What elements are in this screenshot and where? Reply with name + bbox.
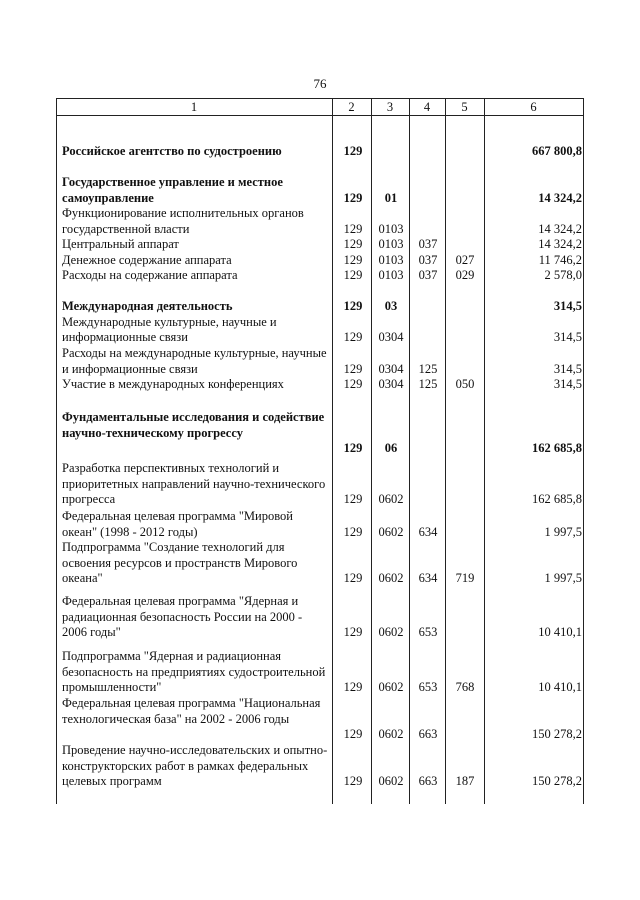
row-description: Международная деятельность <box>62 299 233 313</box>
row-description: Российское агентство по судостроению <box>62 144 282 158</box>
row-description: Проведение научно-исследовательских и опытно-конструкторских работ в рамках федеральных целевых программ <box>62 743 328 788</box>
row-code-2: 129 <box>343 524 363 539</box>
row-description: Федеральная целевая программа "Мировой океан" (1998 - 2012 годы) <box>62 509 293 539</box>
row-code-5: 050 <box>455 377 475 391</box>
row-code-3: 0602 <box>378 774 404 788</box>
row-code-5: 187 <box>455 774 475 788</box>
row-amount: 11 746,2 <box>538 252 582 267</box>
row-code-4: 037 <box>418 237 438 251</box>
row-code-5: 719 <box>455 571 475 585</box>
row-description: Подпрограмма "Ядерная и радиационная безопасность на предприятиях судостроительной промышленности" <box>62 649 326 694</box>
row-code-2: 129 <box>343 221 363 236</box>
row-amount: 667 800,8 <box>532 144 582 158</box>
row-amount: 1 997,5 <box>544 571 582 585</box>
row-code-2: 129 <box>343 441 363 455</box>
row-description: Расходы на международные культурные, научные и информационные связи <box>62 346 327 376</box>
row-code-3: 01 <box>384 190 398 205</box>
row-amount: 2 578,0 <box>544 268 582 282</box>
row-code-3: 0304 <box>378 330 404 344</box>
row-amount: 314,5 <box>553 330 582 344</box>
row-code-2: 129 <box>343 299 363 313</box>
row-code-3: 0103 <box>378 237 404 251</box>
row-description: Подпрограмма "Создание технологий для освоения ресурсов и пространств Мирового океана" <box>62 540 298 585</box>
row-description: Денежное содержание аппарата <box>62 252 232 267</box>
row-code-2: 129 <box>343 727 363 741</box>
row-amount: 314,5 <box>553 377 582 391</box>
row-description: Функционирование исполнительных органов государственной власти <box>62 206 304 236</box>
row-amount: 162 685,8 <box>532 492 582 506</box>
row-code-4: 634 <box>418 524 438 539</box>
row-code-4: 653 <box>418 625 438 639</box>
header-cell-6: 6 <box>530 100 537 114</box>
column-border <box>445 98 446 804</box>
row-code-4: 663 <box>418 727 438 741</box>
row-code-3: 03 <box>384 299 398 313</box>
row-code-2: 129 <box>343 330 363 344</box>
row-code-2: 129 <box>343 268 363 282</box>
row-amount: 150 278,2 <box>532 774 582 788</box>
budget-table <box>56 98 584 804</box>
row-amount: 150 278,2 <box>532 727 582 741</box>
row-code-3: 0103 <box>378 252 404 267</box>
row-amount: 314,5 <box>553 361 582 376</box>
row-description: Расходы на содержание аппарата <box>62 268 238 282</box>
row-description: Участие в международных конференциях <box>62 377 284 391</box>
header-bottom-border <box>56 115 584 116</box>
row-code-2: 129 <box>343 252 363 267</box>
column-border <box>484 98 485 804</box>
row-code-2: 129 <box>343 144 363 158</box>
header-cell-3: 3 <box>386 100 394 114</box>
row-code-4: 037 <box>418 252 438 267</box>
row-amount: 10 410,1 <box>538 625 582 639</box>
row-amount: 314,5 <box>553 299 582 313</box>
column-border <box>56 98 57 804</box>
row-code-3: 0602 <box>378 571 404 585</box>
row-code-4: 125 <box>418 377 438 391</box>
row-amount: 14 324,2 <box>538 190 582 205</box>
row-code-2: 129 <box>343 774 363 788</box>
row-code-3: 0602 <box>378 680 404 694</box>
row-code-2: 129 <box>343 492 363 506</box>
row-code-5: 029 <box>455 268 475 282</box>
row-code-3: 0103 <box>378 268 404 282</box>
row-amount: 10 410,1 <box>538 680 582 694</box>
row-amount: 14 324,2 <box>538 221 582 236</box>
row-code-2: 129 <box>343 190 363 205</box>
header-cell-1: 1 <box>190 100 198 114</box>
row-code-2: 129 <box>343 361 363 376</box>
row-code-3: 0103 <box>378 221 404 236</box>
row-code-4: 663 <box>418 774 438 788</box>
row-code-5: 027 <box>455 252 475 267</box>
row-code-4: 125 <box>418 361 438 376</box>
row-code-5: 768 <box>455 680 475 694</box>
column-border <box>332 98 333 804</box>
row-description: Федеральная целевая программа "Национальная технологическая база" на 2002 - 2006 годы <box>62 696 321 726</box>
row-code-2: 129 <box>343 377 363 391</box>
row-amount: 1 997,5 <box>544 524 582 539</box>
row-code-3: 0602 <box>378 524 404 539</box>
row-description: Центральный аппарат <box>62 237 179 251</box>
row-code-3: 0304 <box>378 377 404 391</box>
row-description: Международные культурные, научные и информационные связи <box>62 314 277 344</box>
header-cell-4: 4 <box>423 100 431 114</box>
row-code-2: 129 <box>343 237 363 251</box>
row-description: Государственное управление и местное самоуправление <box>62 175 283 205</box>
row-amount: 14 324,2 <box>538 237 582 251</box>
column-border <box>583 98 584 804</box>
header-cell-2: 2 <box>348 100 355 114</box>
row-code-3: 0304 <box>378 361 404 376</box>
row-code-2: 129 <box>343 625 363 639</box>
row-code-2: 129 <box>343 571 363 585</box>
row-code-3: 0602 <box>378 625 404 639</box>
header-cell-5: 5 <box>461 100 468 114</box>
row-description: Разработка перспективных технологий и приоритетных направлений научно-технического прогресса <box>62 461 326 506</box>
row-code-3: 0602 <box>378 492 404 506</box>
row-code-3: 06 <box>384 441 398 455</box>
row-code-4: 634 <box>418 571 438 585</box>
row-code-2: 129 <box>343 680 363 694</box>
row-description: Федеральная целевая программа "Ядерная и радиационная безопасность России на 2000 - 2006 годы" <box>62 594 303 639</box>
row-code-3: 0602 <box>378 727 404 741</box>
row-code-4: 653 <box>418 680 438 694</box>
row-code-4: 037 <box>418 268 438 282</box>
row-description: Фундаментальные исследования и содействие научно-техническому прогрессу <box>62 410 325 440</box>
row-amount: 162 685,8 <box>532 441 582 455</box>
page-number: 76 <box>313 76 327 91</box>
